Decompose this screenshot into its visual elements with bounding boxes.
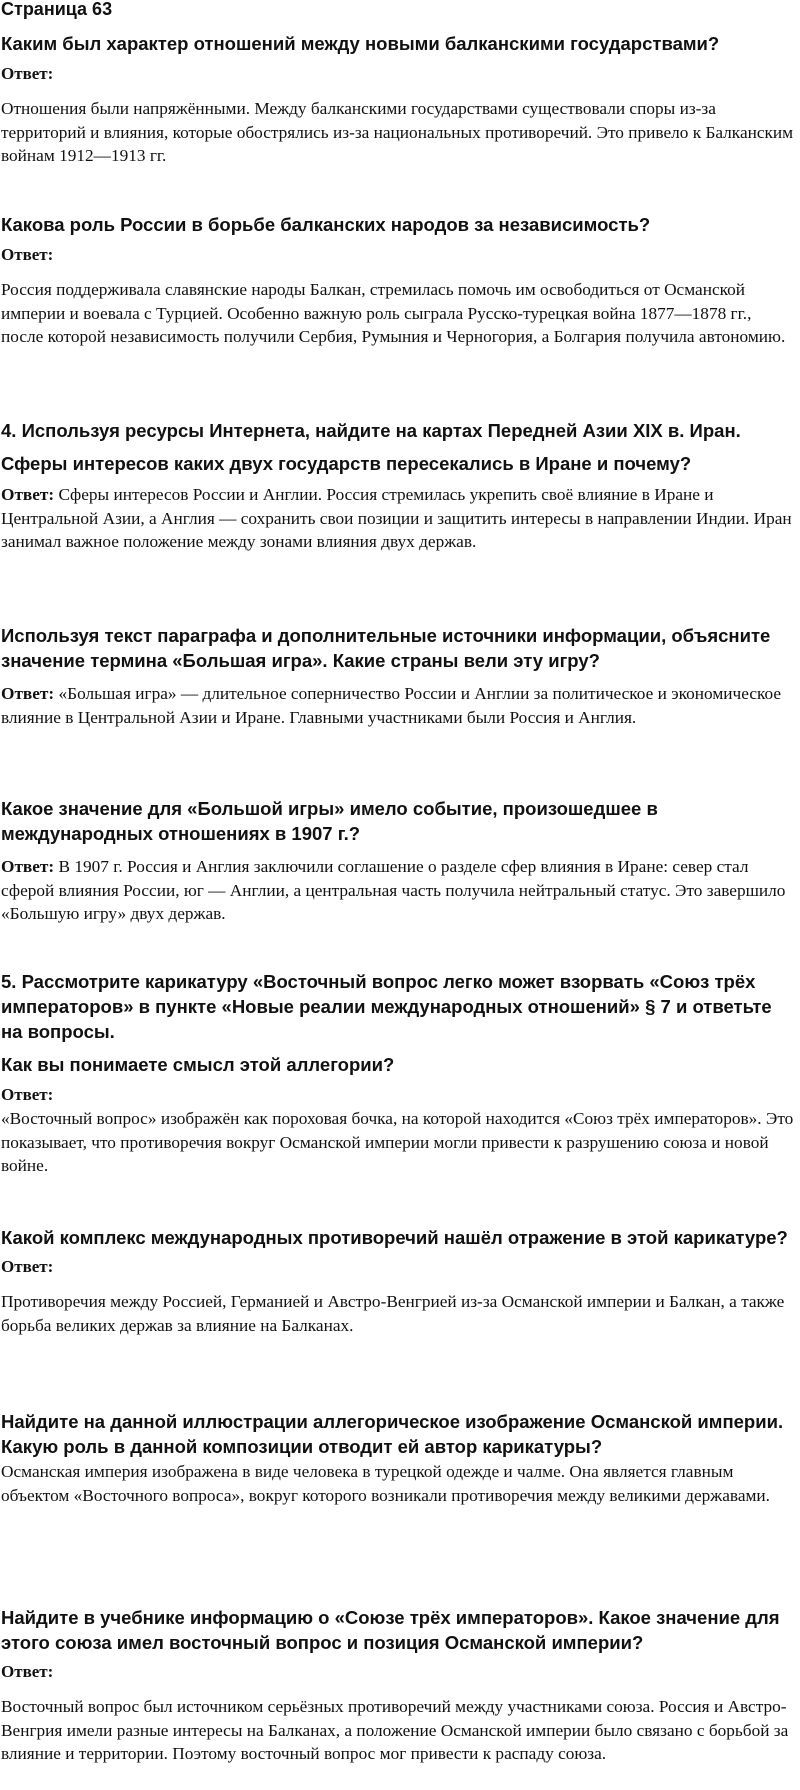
question-heading: Сферы интересов каких двух государств пересекались в Иране и почему? <box>1 453 692 474</box>
question-heading: Какова роль России в борьбе балканских народов за независимость? <box>1 214 651 235</box>
answer-label: Ответ: <box>1 1085 54 1104</box>
question-heading: Используя текст параграфа и дополнительные источники информации, объясните значение термина «Большая игра». Какие страны вели эту игру? <box>1 625 771 671</box>
question-heading: Найдите в учебнике информацию о «Союзе трёх императоров». Какое значение для этого союза имел восточный вопрос и позиция Османской империи? <box>1 1607 780 1653</box>
task-heading: 5. Рассмотрите карикатуру «Восточный вопрос легко может взорвать «Союз трёх императоров» в пункте «Новые реалии международных отношений» § 7 и ответьте на вопросы. <box>1 971 772 1042</box>
question-heading: Какое значение для «Большой игры» имело событие, произошедшее в международных отношениях в 1907 г.? <box>1 798 658 844</box>
answer-body: «Большая игра» — длительное соперничество России и Англии за политическое и экономическое влияние в Центральной Азии и Иране. Главными участниками были Россия и Англия. <box>1 684 782 727</box>
answer-text: Восточный вопрос был источником серьёзных противоречий между участниками союза. Россия и Австро-Венгрия имели разные интересы на Балканах, а положение Османской империи было связано с борьбой за влияние и территории. Поэтому восточный вопрос мог привести к распаду союза. <box>1 1697 789 1763</box>
task-heading: 4. Используя ресурсы Интернета, найдите на картах Передней Азии XIX в. Иран. <box>1 420 741 441</box>
qa-section-1 <box>1 31 798 168</box>
answer-text <box>1 855 798 926</box>
answer-text: Отношения были напряжёнными. Между балканскими государствами существовали споры из-за территорий и влияния, которые обострялись из-за национальных противоречий. Это привело к Балканским войнам 1912—1913 гг. <box>1 99 794 165</box>
answer-label: Ответ: <box>1 857 55 876</box>
qa-section-5 <box>1 796 798 926</box>
question-heading: Найдите на данной иллюстрации аллегорическое изображение Османской империи. Какую роль в данной композиции отводит ей автор карикатуры? <box>1 1411 784 1457</box>
answer-text <box>1 483 798 554</box>
answer-label: Ответ: <box>1 684 55 703</box>
answer-text: Россия поддерживала славянские народы Балкан, стремилась помочь им освободиться от Османской империи и воевала с Турцией. Особенно важную роль сыграла Русско-турецкая война 1877—1878 гг., после которой независимость получили Сербия, Румыния и Черногория, а Болгария получила автономию. <box>1 280 786 346</box>
answer-text <box>1 682 798 729</box>
qa-section-3 <box>1 418 798 554</box>
page-title: Страница 63 <box>1 0 113 19</box>
qa-section-6 <box>1 969 798 1178</box>
qa-section-7 <box>1 1225 798 1337</box>
qa-section-4 <box>1 623 798 729</box>
answer-body: В 1907 г. Россия и Англия заключили соглашение о разделе сфер влияния в Иране: север стал сферой влияния России, юг — Англии, а центральная часть получила нейтральный статус. Это завершило «Большую игру» двух держав. <box>1 857 786 923</box>
answer-text: «Восточный вопрос» изображён как пороховая бочка, на которой находится «Союз трёх императоров». Это показывает, что противоречия вокруг Османской империи могли привести к разрушению союза и новой войне. <box>1 1109 794 1175</box>
answer-text: Османская империя изображена в виде человека в турецкой одежде и чалме. Она является главным объектом «Восточного вопроса», вокруг которого возникали противоречия между великими державами. <box>1 1462 770 1505</box>
qa-section-9 <box>1 1605 798 1766</box>
question-heading: Каким был характер отношений между новыми балканскими государствами? <box>1 33 720 54</box>
qa-section-8 <box>1 1409 798 1507</box>
answer-label: Ответ: <box>1 245 54 264</box>
answer-text: Противоречия между Россией, Германией и Австро-Венгрией из-за Османской империи и Балкан, а также борьба великих держав за влияние на Балканах. <box>1 1292 785 1335</box>
answer-label: Ответ: <box>1 485 55 504</box>
qa-section-2 <box>1 212 798 349</box>
answer-label: Ответ: <box>1 64 54 83</box>
question-heading: Какой комплекс международных противоречий нашёл отражение в этой карикатуре? <box>1 1227 788 1248</box>
answer-body: Сферы интересов России и Англии. Россия стремилась укрепить своё влияние в Иране и Центральной Азии, а Англия — сохранить свои позиции и защитить интересы в направлении Индии. Иран занимал важное положение между зонами влияния двух держав. <box>1 485 792 551</box>
question-heading: Как вы понимаете смысл этой аллегории? <box>1 1054 395 1075</box>
answer-label: Ответ: <box>1 1257 54 1276</box>
answer-label: Ответ: <box>1 1662 54 1681</box>
